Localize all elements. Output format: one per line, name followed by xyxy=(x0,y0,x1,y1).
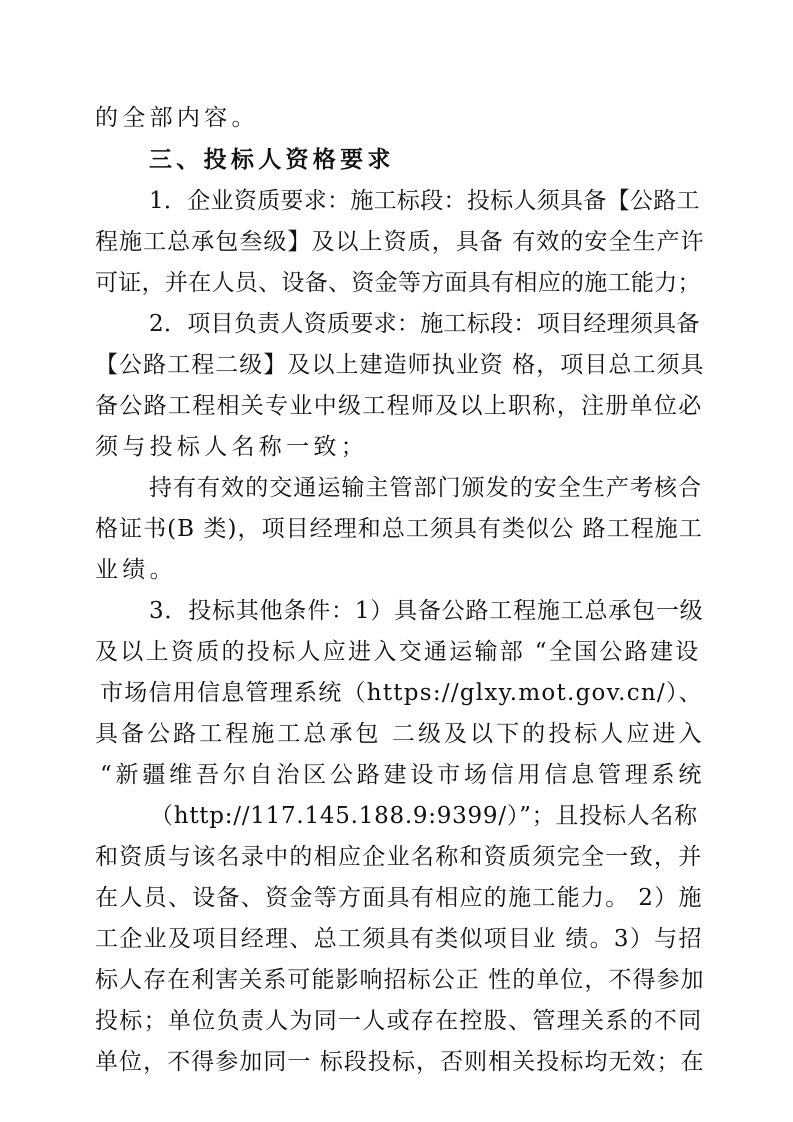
text-line: 格证书(B 类)，项目经理和总工须具有类似公 路工程施工 xyxy=(95,516,703,542)
text-line: 【公路工程二级】及以上建造师执业资 格，项目总工须具 xyxy=(95,352,705,378)
text-line: 工企业及项目经理、总工须具有类似项目业 绩。3）与招 xyxy=(95,926,703,952)
text-line: 业绩。 xyxy=(95,557,177,583)
text-line: 具备公路工程施工总承包 二级及以下的投标人应进入 xyxy=(95,721,705,747)
text-line: “新疆维吾尔自治区公路建设市场信用信息管理系统 xyxy=(100,762,706,788)
text-line: 和资质与该名录中的相应企业名称和资质须完全一致，并 xyxy=(95,844,703,870)
text-line: 及以上资质的投标人应进入交通运输部 “全国公路建设 xyxy=(95,639,701,665)
text-line: 3．投标其他条件：1）具备公路工程施工总承包一级 xyxy=(149,598,704,624)
text-line: 可证，并在人员、设备、资金等方面具有相应的施工能力； xyxy=(95,270,701,296)
text-line: 标人存在利害关系可能影响招标公正 性的单位，不得参加 xyxy=(95,967,705,993)
text-line: 市场信用信息管理系统（https://glxy.mot.gov.cn/）、 xyxy=(100,680,703,706)
text-line: 备公路工程相关专业中级工程师及以上职称，注册单位必 xyxy=(95,393,703,419)
text-line: 投标；单位负责人为同一人或存在控股、管理关系的不同 xyxy=(95,1008,703,1034)
text-line: （http://117.145.188.9:9399/）”；且投标人名称 xyxy=(150,803,698,829)
text-line: 持有有效的交通运输主管部门颁发的安全生产考核合 xyxy=(149,475,703,501)
text-line: 2．项目负责人资质要求：施工标段：项目经理须具备 xyxy=(149,311,700,337)
text-line: 的全部内容。 xyxy=(95,105,259,131)
section-heading: 三、投标人资格要求 xyxy=(149,147,395,173)
text-line: 程施工总承包叁级】及以上资质，具备 有效的安全生产许 xyxy=(95,229,705,255)
text-line: 在人员、设备、资金等方面具有相应的施工能力。 2）施 xyxy=(95,885,703,911)
text-line: 1．企业资质要求：施工标段：投标人须具备【公路工 xyxy=(149,188,700,214)
text-line: 须与投标人名称一致； xyxy=(95,434,368,460)
text-line: 单位，不得参加同一 标段投标，否则相关投标均无效；在 xyxy=(95,1049,705,1075)
